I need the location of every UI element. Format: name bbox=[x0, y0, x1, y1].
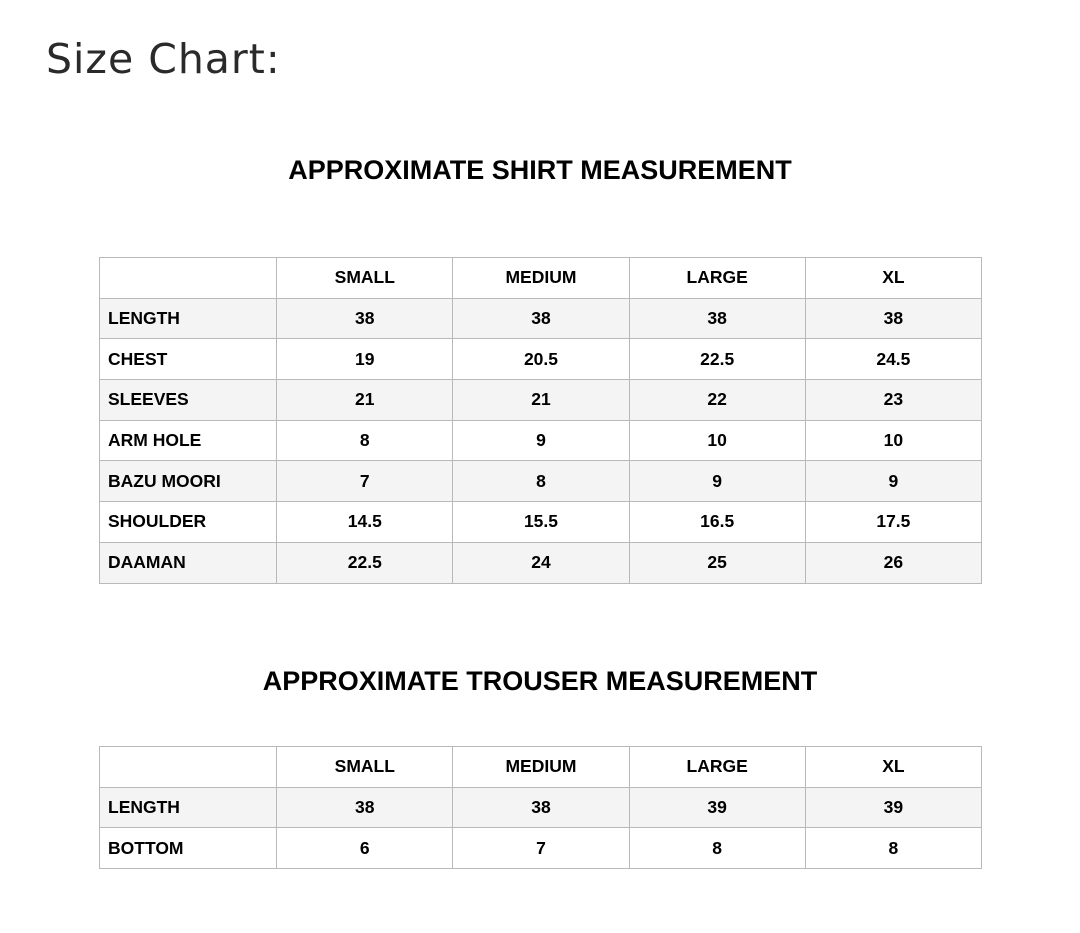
table-cell: 21 bbox=[277, 380, 453, 421]
table-cell: 7 bbox=[453, 828, 629, 869]
header-cell bbox=[100, 258, 277, 299]
table-cell: 8 bbox=[805, 828, 981, 869]
header-cell-medium: MEDIUM bbox=[453, 747, 629, 788]
table-cell: 10 bbox=[629, 420, 805, 461]
table-cell: 9 bbox=[805, 461, 981, 502]
table-cell: 22.5 bbox=[277, 542, 453, 583]
table-cell: 22.5 bbox=[629, 339, 805, 380]
table-cell: 38 bbox=[277, 787, 453, 828]
table-row bbox=[100, 380, 982, 421]
header-cell-xl: XL bbox=[805, 258, 981, 299]
row-label: LENGTH bbox=[100, 298, 277, 339]
shirt-measurement-title: APPROXIMATE SHIRT MEASUREMENT bbox=[288, 155, 792, 185]
table-cell: 24 bbox=[453, 542, 629, 583]
table-row bbox=[100, 420, 982, 461]
row-label: DAAMAN bbox=[100, 542, 277, 583]
header-cell-small: SMALL bbox=[277, 258, 453, 299]
table-row bbox=[100, 461, 982, 502]
row-label: CHEST bbox=[100, 339, 277, 380]
table-row bbox=[100, 787, 982, 828]
table-row bbox=[100, 828, 982, 869]
table-row bbox=[100, 502, 982, 543]
table-row bbox=[100, 339, 982, 380]
table-cell: 38 bbox=[453, 787, 629, 828]
table-cell: 16.5 bbox=[629, 502, 805, 543]
table-row bbox=[100, 542, 982, 583]
header-cell bbox=[100, 747, 277, 788]
row-label: SHOULDER bbox=[100, 502, 277, 543]
table-cell: 8 bbox=[629, 828, 805, 869]
table-cell: 39 bbox=[629, 787, 805, 828]
table-cell: 38 bbox=[629, 298, 805, 339]
header-cell-large: LARGE bbox=[629, 747, 805, 788]
table-cell: 21 bbox=[453, 380, 629, 421]
table-cell: 17.5 bbox=[805, 502, 981, 543]
table-cell: 9 bbox=[629, 461, 805, 502]
header-cell-small: SMALL bbox=[277, 747, 453, 788]
table-cell: 26 bbox=[805, 542, 981, 583]
table-cell: 19 bbox=[277, 339, 453, 380]
table-cell: 14.5 bbox=[277, 502, 453, 543]
table-cell: 38 bbox=[805, 298, 981, 339]
table-cell: 22 bbox=[629, 380, 805, 421]
table-cell: 20.5 bbox=[453, 339, 629, 380]
table-row bbox=[100, 298, 982, 339]
trouser-measurement-title: APPROXIMATE TROUSER MEASUREMENT bbox=[262, 666, 818, 696]
table-cell: 8 bbox=[453, 461, 629, 502]
row-label: ARM HOLE bbox=[100, 420, 277, 461]
table-cell: 10 bbox=[805, 420, 981, 461]
page-title: Size Chart: bbox=[46, 35, 281, 83]
table-cell: 8 bbox=[277, 420, 453, 461]
shirt-size-table bbox=[99, 257, 982, 584]
table-cell: 7 bbox=[277, 461, 453, 502]
table-header-row bbox=[100, 258, 982, 299]
table-cell: 6 bbox=[277, 828, 453, 869]
table-cell: 39 bbox=[805, 787, 981, 828]
table-header-row bbox=[100, 747, 982, 788]
header-cell-large: LARGE bbox=[629, 258, 805, 299]
row-label: SLEEVES bbox=[100, 380, 277, 421]
table-cell: 38 bbox=[277, 298, 453, 339]
table-cell: 24.5 bbox=[805, 339, 981, 380]
table-cell: 23 bbox=[805, 380, 981, 421]
table-cell: 25 bbox=[629, 542, 805, 583]
header-cell-medium: MEDIUM bbox=[453, 258, 629, 299]
table-cell: 15.5 bbox=[453, 502, 629, 543]
trouser-size-table bbox=[99, 746, 982, 869]
row-label: BOTTOM bbox=[100, 828, 277, 869]
table-cell: 9 bbox=[453, 420, 629, 461]
header-cell-xl: XL bbox=[805, 747, 981, 788]
table-cell: 38 bbox=[453, 298, 629, 339]
row-label: LENGTH bbox=[100, 787, 277, 828]
row-label: BAZU MOORI bbox=[100, 461, 277, 502]
